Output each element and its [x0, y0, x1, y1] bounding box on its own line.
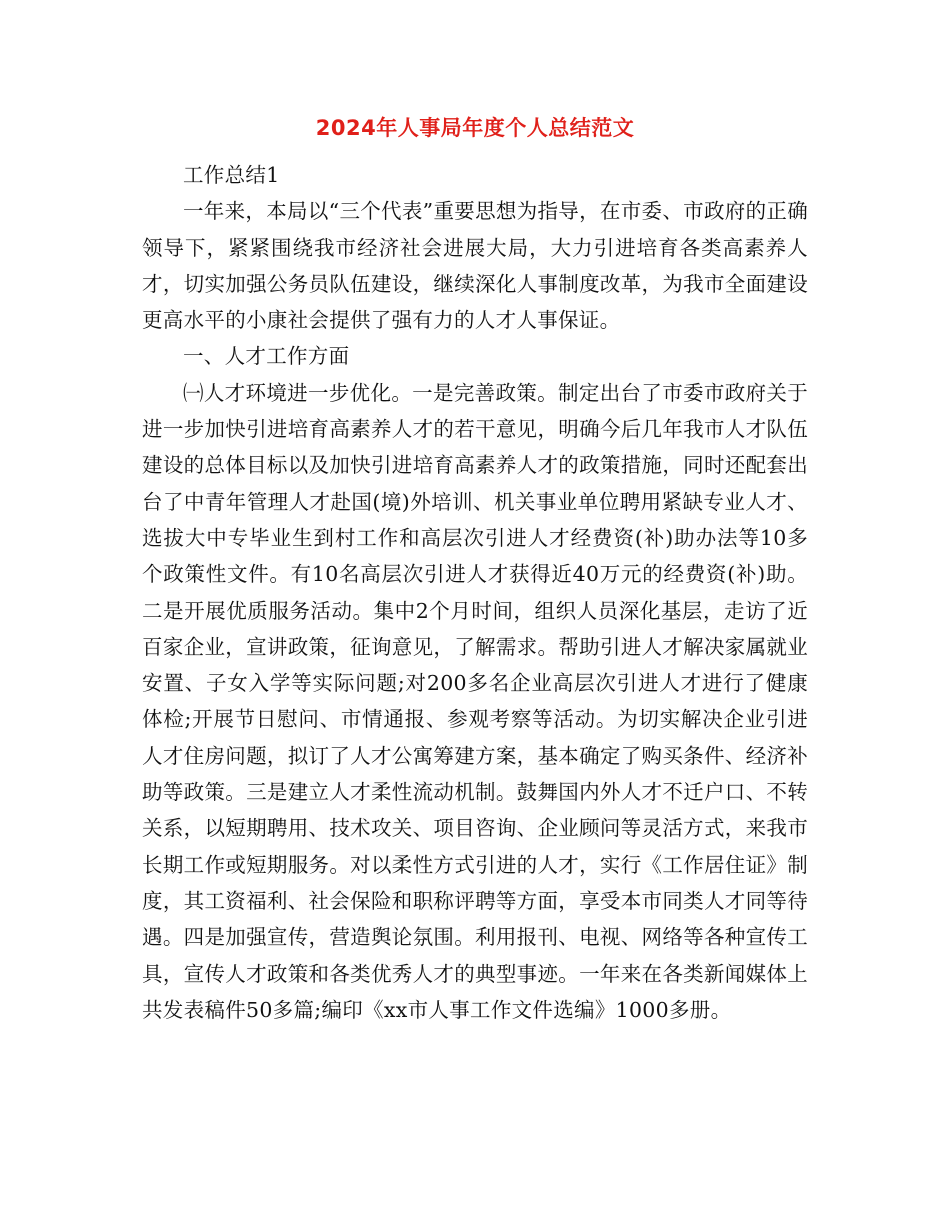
section-heading-summary: 工作总结1	[183, 163, 280, 187]
document-title: 2024年人事局年度个人总结范文	[315, 116, 635, 140]
intro-paragraph: 一年来，本局以“三个代表”重要思想为指导，在市委、市政府的正确领导下，紧紧围绕我市经济社会进展大局，大力引进培育各类高素养人才，切实加强公务员队伍建设，继续深化人事制度改革，为我市全面建设更高水平的小康社会提供了强有力的人才人事保证。	[142, 199, 808, 333]
section-heading-talent: 一、人才工作方面	[183, 344, 350, 369]
talent-environment-paragraph: ㈠人才环境进一步优化。一是完善政策。制定出台了市委市政府关于进一步加快引进培育高素养人才的若干意见，明确今后几年我市人才队伍建设的总体目标以及加快引进培育高素养人才的政策措施，同时还配套出台了中青年管理人才赴国(境)外培训、机关事业单位聘用紧缺专业人才、选拔大中专毕业生到村工作和高层次引进人才经费资(补)助办法等10多个政策性文件。有10名高层次引进人才获得近40万元的经费资(补)助。二是开展优质服务活动。集中2个月时间，组织人员深化基层，走访了近百家企业，宣讲政策，征询意见，了解需求。帮助引进人才解决家属就业安置、子女入学等实际问题;对200多名企业高层次引进人才进行了健康体检;开展节日慰问、市情通报、参观考察等活动。为切实解决企业引进人才住房问题，拟订了人才公寓筹建方案，基本确定了购买条件、经济补助等政策。三是建立人才柔性流动机制。鼓舞国内外人才不迁户口、不转关系，以短期聘用、技术攻关、项目咨询、企业顾问等灵活方式，来我市长期工作或短期服务。对以柔性方式引进的人才，实行《工作居住证》制度，其工资福利、社会保险和职称评聘等方面，享受本市同类人才同等待遇。四是加强宣传，营造舆论氛围。利用报刊、电视、网络等各种宣传工具，宣传人才政策和各类优秀人才的典型事迹。一年来在各类新闻媒体上共发表稿件50多篇;编印《xx市人事工作文件选编》1000多册。	[142, 380, 808, 1022]
document-body	[142, 157, 808, 1028]
